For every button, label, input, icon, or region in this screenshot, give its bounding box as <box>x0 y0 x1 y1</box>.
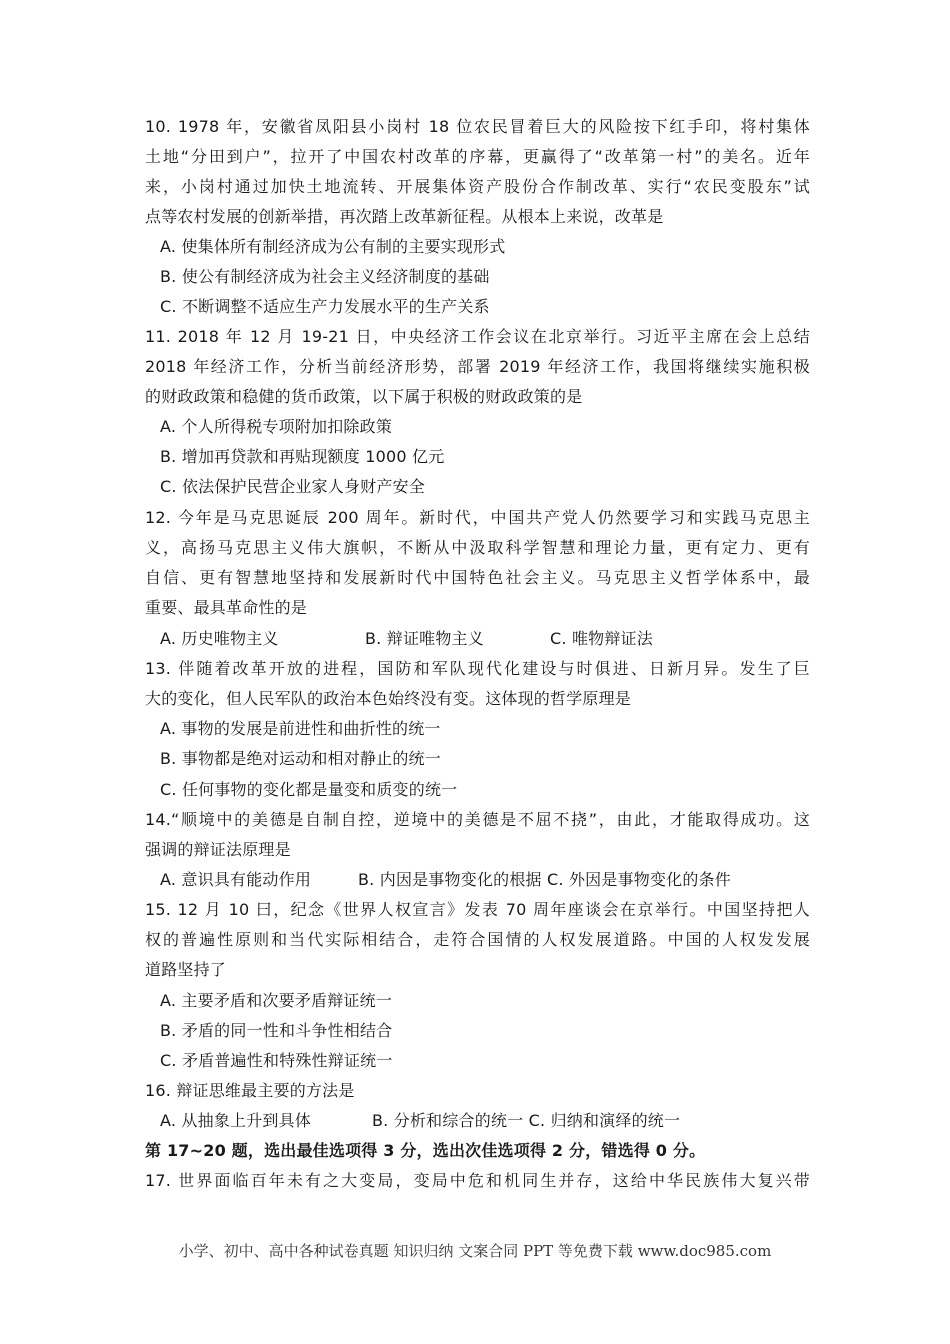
q12-line-3: 自信、更有智慧地坚持和发展新时代中国特色社会主义。马克思主义哲学体系中，最 <box>145 568 810 587</box>
q10-line-1: 10. 1978 年，安徽省凤阳县小岗村 18 位农民冒着巨大的风险按下红手印，将村集体 <box>145 117 810 136</box>
q12-options <box>160 624 825 654</box>
q12-line-1: 12. 今年是马克思诞辰 200 周年。新时代，中国共产党人仍然要学习和实践马克思主 <box>145 508 810 527</box>
q16-option-bc: B. 分析和综合的统一 C. 归纳和演绎的统一 <box>372 1111 681 1130</box>
q15-option-b: B. 矛盾的同一性和斗争性相结合 <box>160 1021 393 1040</box>
q12-option-c: C. 唯物辩证法 <box>550 629 653 648</box>
q12-line-4: 重要、最具革命性的是 <box>145 598 308 617</box>
q11-line-1: 11. 2018 年 12 月 19-21 日，中央经济工作会议在北京举行。习近平主席在会上总结 <box>145 327 810 346</box>
q10-line-3: 来，小岗村通过加快土地流转、开展集体资产股份合作制改革、实行“农民变股东”试 <box>145 177 810 196</box>
q15-line-3: 道路坚持了 <box>145 960 227 979</box>
q11-option-b: B. 增加再贷款和再贴现额度 1000 亿元 <box>160 447 445 466</box>
q10-line-4: 点等农村发展的创新举措，再次踏上改革新征程。从根本上来说，改革是 <box>145 207 664 226</box>
q13-line-2: 大的变化，但人民军队的政治本色始终没有变。这体现的哲学原理是 <box>145 689 632 708</box>
q17-line-1: 17. 世界面临百年未有之大变局，变局中危和机同生并存，这给中华民族伟大复兴带 <box>145 1171 810 1190</box>
q14-line-1: 14.“顺境中的美德是自制自控，逆境中的美德是不屈不挠”，由此，才能取得成功。这 <box>145 810 810 829</box>
q12-option-a: A. 历史唯物主义 <box>160 629 279 648</box>
q13-option-c: C. 任何事物的变化都是量变和质变的统一 <box>160 780 458 799</box>
section-note: 第 17~20 题，选出最佳选项得 3 分，选出次佳选项得 2 分，错选得 0 分。 <box>145 1141 706 1160</box>
q15-line-2: 权的普遍性原则和当代实际相结合，走符合国情的人权发展道路。中国的人权发发展 <box>145 930 810 949</box>
q16-option-a: A. 从抽象上升到具体 <box>160 1111 312 1130</box>
q10-line-2: 土地“分田到户”，拉开了中国农村改革的序幕，更赢得了“改革第一村”的美名。近年 <box>145 147 810 166</box>
q16-options <box>160 1106 825 1136</box>
q14-line-2: 强调的辩证法原理是 <box>145 840 291 859</box>
q11-line-2: 2018 年经济工作，分析当前经济形势，部署 2019 年经济工作，我国将继续实施积极 <box>145 357 810 376</box>
q13-option-a: A. 事物的发展是前进性和曲折性的统一 <box>160 719 441 738</box>
q12-line-2: 义，高扬马克思主义伟大旗帜，不断从中汲取科学智慧和理论力量，更有定力、更有 <box>145 538 810 557</box>
page-footer: 小学、初中、高中各种试卷真题 知识归纳 文案合同 PPT 等免费下载 www.doc985.com <box>178 1242 772 1260</box>
q15-line-1: 15. 12 月 10 曰，纪念《世界人权宣言》发表 70 周年座谈会在京举行。中国坚持把人 <box>145 900 810 919</box>
q13-line-1: 13. 伴随着改革开放的进程，国防和军队现代化建设与时俱进、日新月异。发生了巨 <box>145 659 810 678</box>
q11-option-a: A. 个人所得税专项附加扣除政策 <box>160 417 393 436</box>
q12-option-b: B. 辩证唯物主义 <box>365 629 484 648</box>
q10-option-a: A. 使集体所有制经济成为公有制的主要实现形式 <box>160 237 506 256</box>
q13-option-b: B. 事物都是绝对运动和相对静止的统一 <box>160 749 441 768</box>
q10-option-c: C. 不断调整不适应生产力发展水平的生产关系 <box>160 297 490 316</box>
q11-line-3: 的财政政策和稳健的货币政策，以下属于积极的财政政策的是 <box>145 387 583 406</box>
q14-options <box>160 865 825 895</box>
q15-option-c: C. 矛盾普遍性和特殊性辩证统一 <box>160 1051 393 1070</box>
q15-option-a: A. 主要矛盾和次要矛盾辩证统一 <box>160 991 393 1010</box>
q14-option-bc: B. 内因是事物变化的根据 C. 外因是事物变化的条件 <box>358 870 731 889</box>
q10-option-b: B. 使公有制经济成为社会主义经济制度的基础 <box>160 267 490 286</box>
q16-line-1: 16. 辩证思维最主要的方法是 <box>145 1081 355 1100</box>
q14-option-a: A. 意识具有能动作用 <box>160 870 312 889</box>
q11-option-c: C. 依法保护民营企业家人身财产安全 <box>160 477 425 496</box>
